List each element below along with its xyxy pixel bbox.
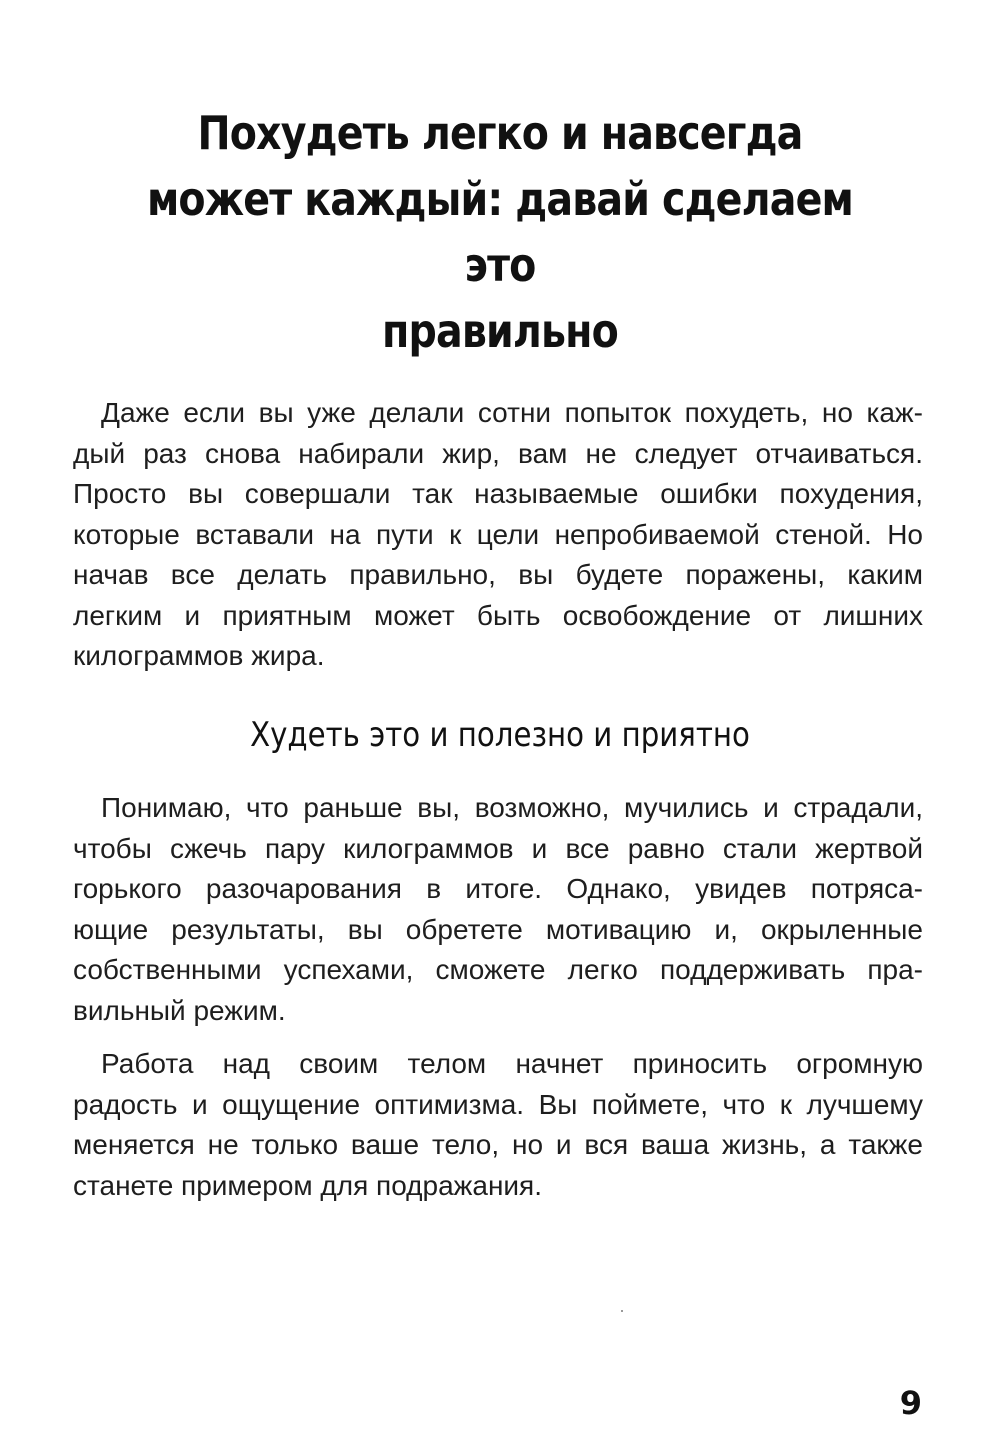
- section-p2-line-3: меняется не только ваше тело, но и вся ваша жизнь, а также: [73, 1129, 923, 1160]
- section-p1-line-5: собственными успехами, сможете легко поддерживать пра-: [73, 954, 923, 985]
- chapter-title-line-1: Похудеть легко и навсегда: [197, 106, 803, 160]
- scan-speck: [621, 1310, 623, 1312]
- chapter-title: [122, 100, 879, 364]
- intro-line-4: которые вставали на пути к цели непробиваемой стеной. Но: [73, 518, 923, 550]
- section-p1-line-4: ющие результаты, вы обретете мотивацию и, окрыленные: [73, 913, 923, 945]
- section-p2-line-4: станете примером для подражания.: [73, 1169, 542, 1201]
- section-paragraph-2: [73, 1044, 923, 1206]
- section-p2-line-1: Работа над своим телом начнет приносить огромную: [101, 1048, 923, 1079]
- section-subtitle: Худеть это и полезно и приятно: [250, 715, 750, 755]
- section-paragraph-1: [73, 788, 923, 1031]
- intro-line-1: Даже если вы уже делали сотни попыток похудеть, но каж-: [101, 397, 923, 428]
- section-p1-line-1: Понимаю, что раньше вы, возможно, мучились и страдали,: [101, 792, 923, 823]
- section-p2-line-2: радость и ощущение оптимизма. Вы поймете, что к лучшему: [73, 1088, 923, 1120]
- intro-line-6: легким и приятным может быть освобождение от лишних: [73, 599, 923, 631]
- section-p1-line-2: чтобы сжечь пару килограммов и все равно стали жертвой: [73, 832, 923, 864]
- intro-line-2: дый раз снова набирали жир, вам не следует отчаиваться.: [73, 437, 923, 469]
- page-number: 9: [899, 1384, 922, 1422]
- intro-line-5: начав все делать правильно, вы будете поражены, каким: [73, 559, 923, 590]
- section-p1-line-6: вильный режим.: [73, 994, 286, 1026]
- section-p1-line-3: горького разочарования в итоге. Однако, увидев потряса-: [73, 873, 923, 904]
- chapter-title-line-3: правильно: [382, 304, 618, 358]
- intro-line-7: килограммов жира.: [73, 640, 325, 671]
- intro-paragraph: [73, 393, 923, 677]
- intro-line-3: Просто вы совершали так называемые ошибки похудения,: [73, 478, 923, 509]
- chapter-title-line-2: может каждый: давай сделаем это: [146, 172, 854, 292]
